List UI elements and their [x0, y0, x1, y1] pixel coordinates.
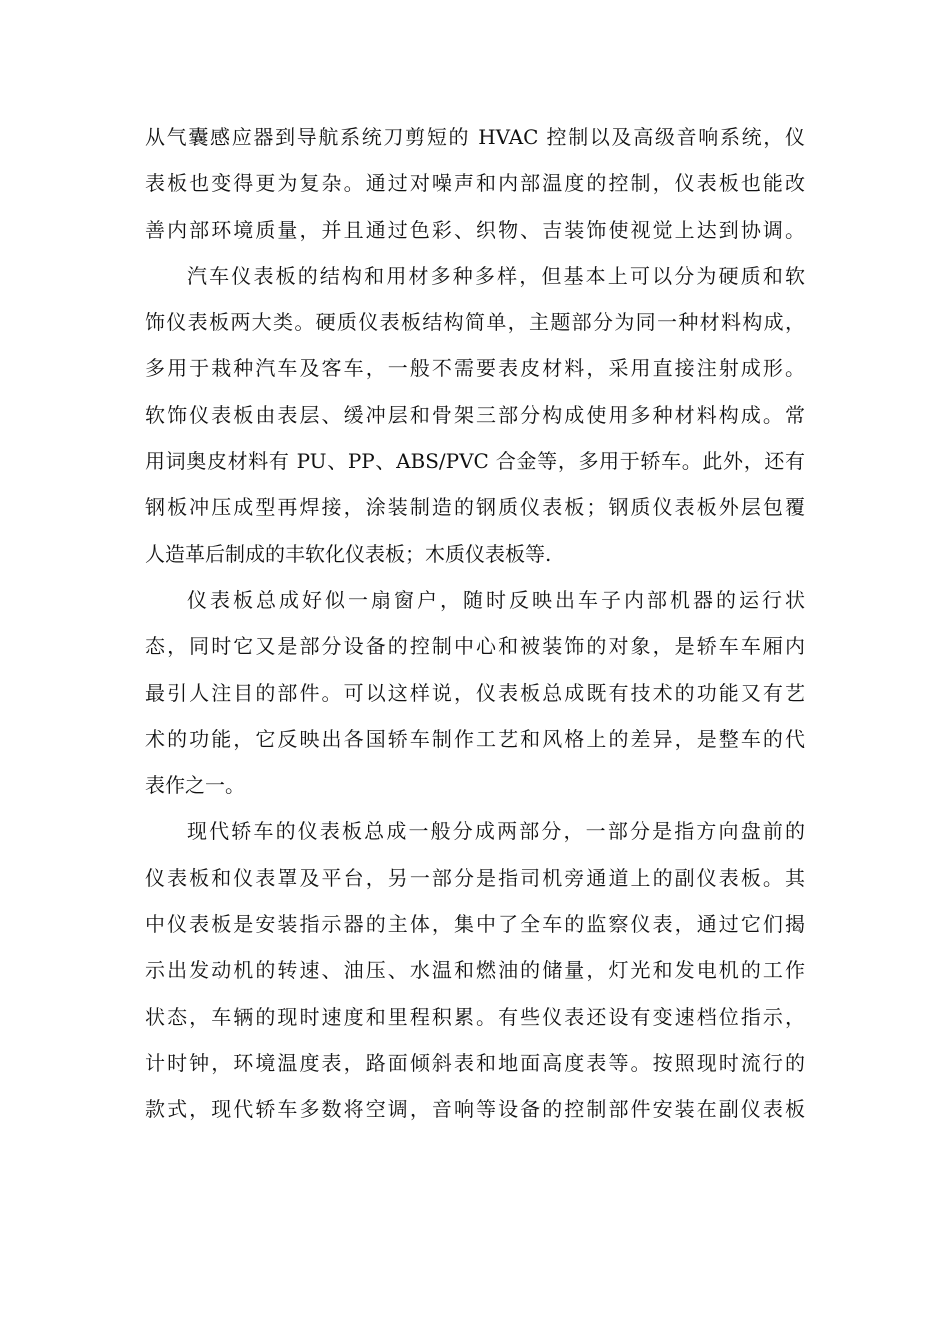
- text-line: 多用于栽种汽车及客车，一般不需要表皮材料，采用直接注射成形。: [145, 356, 805, 381]
- text-line: 从气囊感应器到导航系统刀剪短的 HVAC 控制以及高级音响系统，仪: [145, 125, 805, 149]
- text-line: 人造革后制成的丰软化仪表板；木质仪表板等.: [145, 541, 552, 566]
- text-line: 仪表板总成好似一扇窗户，随时反映出车子内部机器的运行状: [187, 587, 805, 612]
- text-line: 态，同时它又是部分设备的控制中心和被装饰的对象，是轿车车厢内: [145, 634, 805, 659]
- text-line: 中仪表板是安装指示器的主体，集中了全车的监察仪表，通过它们揭: [145, 912, 805, 937]
- text-line: 表作之一。: [145, 773, 245, 798]
- paragraph-1: [145, 114, 805, 253]
- text-line: 用词奥皮材料有 PU、PP、ABS/PVC 合金等，多用于轿车。此外，还有: [145, 449, 805, 474]
- text-line: 款式，现代轿车多数将空调，音响等设备的控制部件安装在副仪表板: [145, 1097, 805, 1122]
- text-line: 软饰仪表板由表层、缓冲层和骨架三部分构成使用多种材料构成。常: [145, 402, 805, 427]
- text-line: 善内部环境质量，并且通过色彩、织物、吉装饰使视觉上达到协调。: [145, 217, 805, 242]
- text-line: 计时钟，环境温度表，路面倾斜表和地面高度表等。按照现时流行的: [145, 1050, 805, 1075]
- text-line: 饰仪表板两大类。硬质仪表板结构简单，主题部分为同一种材料构成，: [145, 310, 805, 335]
- text-line: 示出发动机的转速、油压、水温和燃油的储量，灯光和发电机的工作: [145, 958, 805, 983]
- text-line: 现代轿车的仪表板总成一般分成两部分，一部分是指方向盘前的: [187, 819, 805, 844]
- text-line: 状态，车辆的现时速度和里程积累。有些仪表还设有变速档位指示，: [145, 1004, 805, 1029]
- body-text: [145, 114, 805, 1133]
- paragraph-4: [145, 808, 805, 1132]
- text-line: 最引人注目的部件。可以这样说，仪表板总成既有技术的功能又有艺: [145, 680, 805, 705]
- text-line: 汽车仪表板的结构和用材多种多样，但基本上可以分为硬质和软: [187, 263, 805, 288]
- text-line: 术的功能，它反映出各国轿车制作工艺和风格上的差异，是整车的代: [145, 726, 805, 751]
- paragraph-2: [145, 253, 805, 577]
- text-line: 钢板冲压成型再焊接，涂装制造的钢质仪表板；钢质仪表板外层包覆: [145, 495, 805, 520]
- text-line: 表板也变得更为复杂。通过对噪声和内部温度的控制，仪表板也能改: [145, 171, 805, 196]
- paragraph-3: [145, 577, 805, 808]
- text-line: 仪表板和仪表罩及平台，另一部分是指司机旁通道上的副仪表板。其: [145, 865, 805, 890]
